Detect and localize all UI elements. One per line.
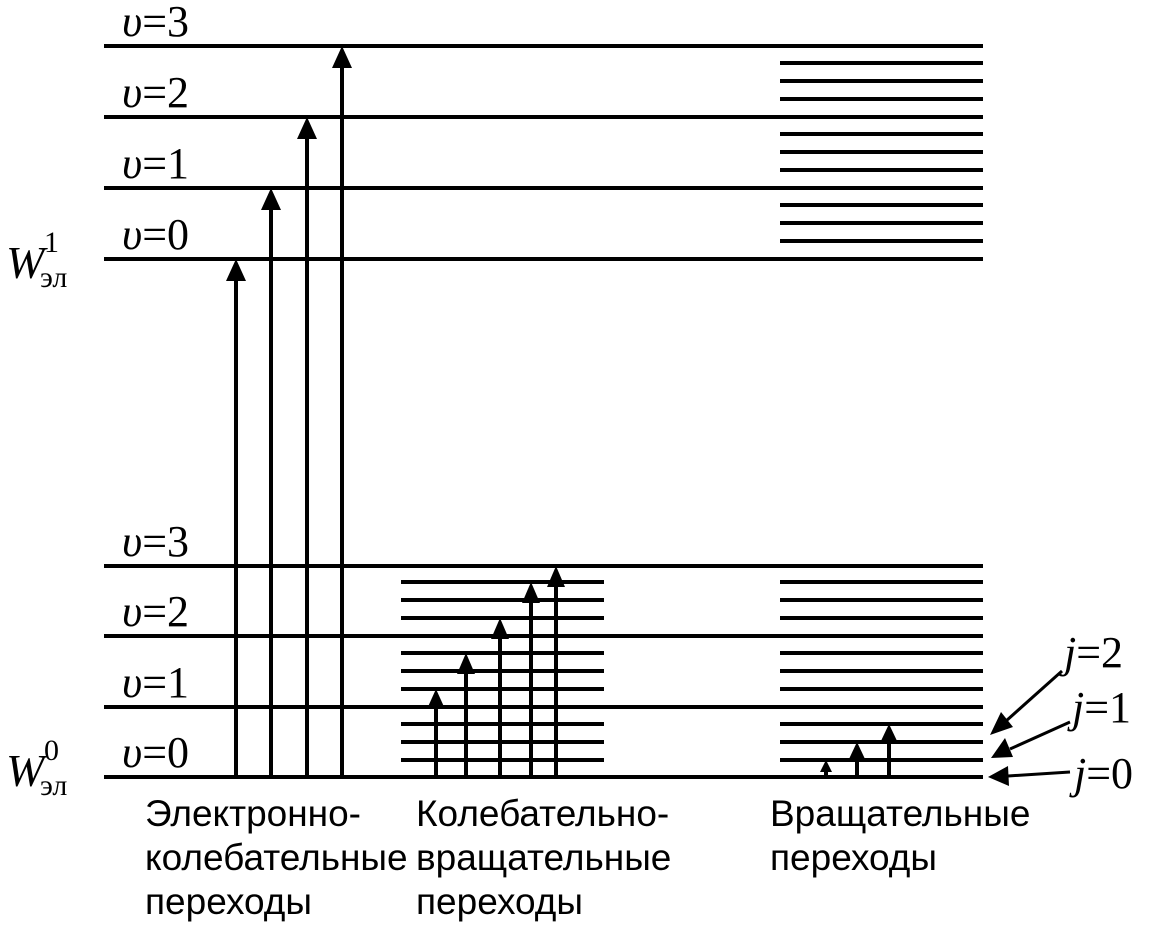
caption-line: переходы [145,881,312,922]
upper-rot-sublevels [780,63,983,241]
electronic-transitions [226,46,352,777]
upper-v1-label: υ=1 [122,139,190,188]
j2-pointer-arrow [990,671,1062,735]
lower-state-sup: 0 [44,734,59,767]
vibrational-caption [416,792,671,924]
caption-line: вращательные [416,837,672,878]
upper-state-symbol: W [6,237,45,288]
lower-v0-label: υ=0 [122,728,190,777]
j-labels [1059,628,1133,798]
upper-v0-label: υ=0 [122,210,190,259]
upper-state-sup: 1 [44,226,59,259]
transition-arrow [332,46,352,777]
electronic-caption [145,792,408,924]
rotational-transitions [820,724,898,777]
caption-line: колебательные [145,837,408,878]
transition-arrow [427,689,445,777]
upper-v3-label: υ=3 [122,0,190,46]
caption-line: Колебательно- [416,793,670,834]
lower-state-sub: эл [40,769,68,802]
caption-line: Электронно- [145,793,362,834]
transition-arrow [226,259,246,777]
lower-v1-label: υ=1 [122,658,190,707]
transition-arrow [261,188,281,777]
transition-arrow [297,117,317,777]
caption-line: Вращательные [770,793,1031,834]
j-pointers [988,671,1070,786]
lower-state-label [6,734,67,802]
upper-v2-label: υ=2 [122,68,190,117]
upper-state-sub: эл [40,261,68,294]
lower-rot-sublevels-right [780,582,983,760]
j0-label: j=0 [1074,749,1134,798]
transition-arrow [880,724,898,777]
transition-arrow [820,760,832,777]
upper-state-label [6,226,67,294]
lower-v2-label: υ=2 [122,587,190,636]
j0-pointer-arrow [988,766,1070,786]
rotational-caption [770,792,1030,880]
lower-state-symbol: W [6,745,45,796]
lower-rot-sublevels-middle [401,582,604,760]
upper-vib-labels [122,0,189,259]
transition-arrow [491,618,509,777]
transition-arrow [522,582,540,777]
caption-line: переходы [770,837,937,878]
j1-label: j=1 [1072,683,1132,732]
lower-v3-label: υ=3 [122,517,190,566]
j2-label: j=2 [1064,628,1124,677]
lower-vib-labels [122,517,189,777]
caption-line: переходы [416,881,583,922]
